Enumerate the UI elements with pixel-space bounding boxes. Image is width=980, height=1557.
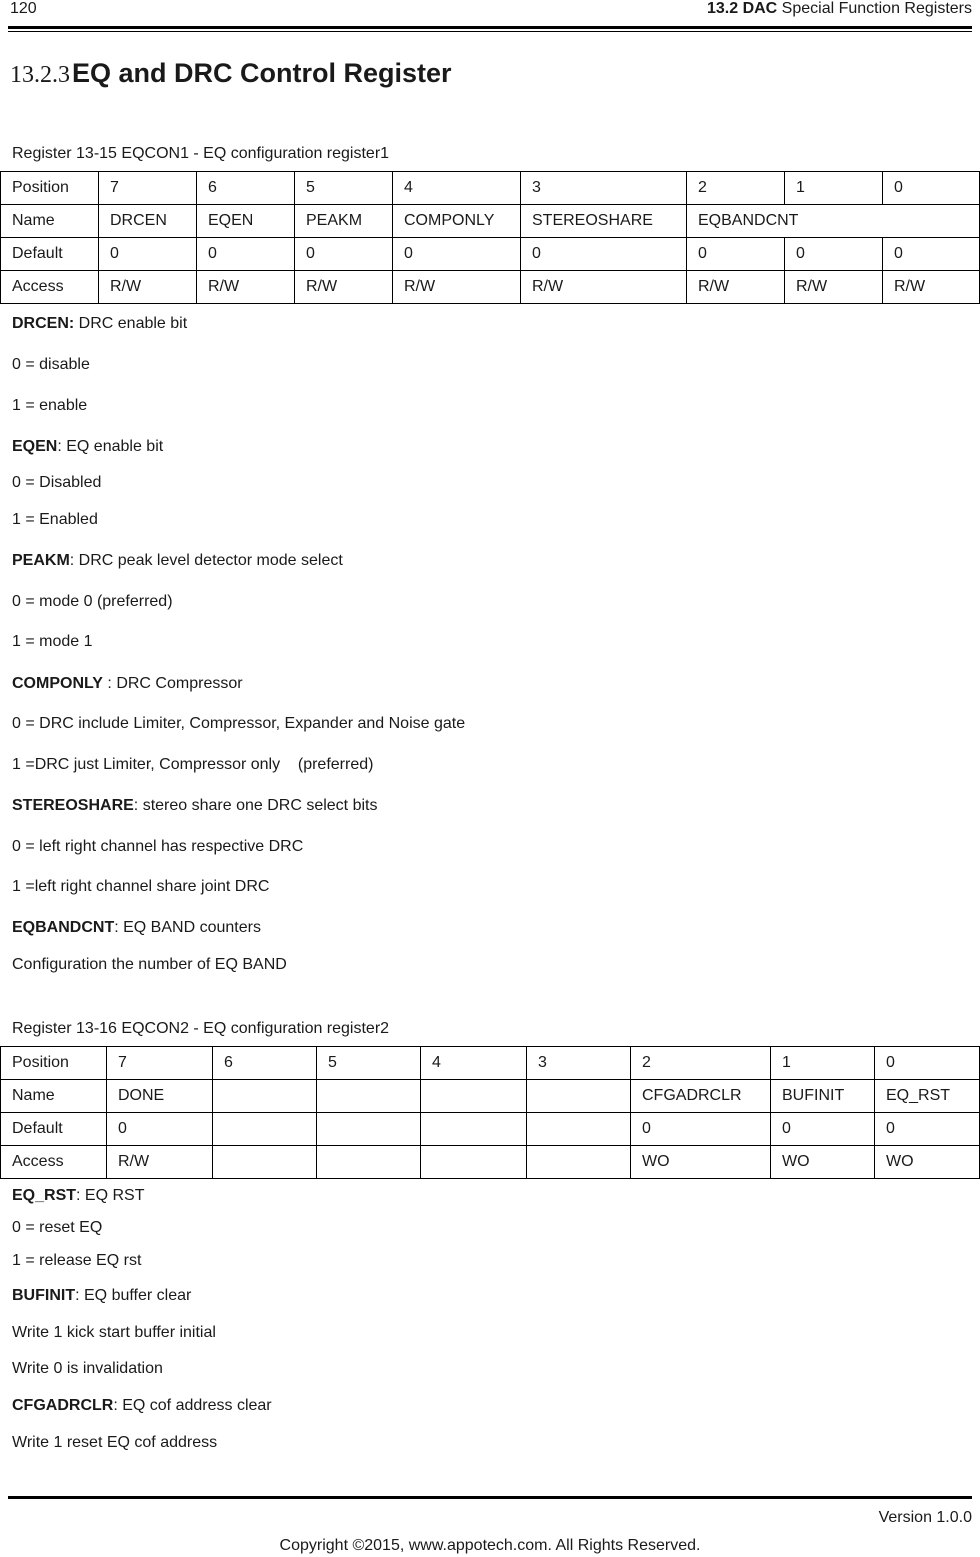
description-text: 1 = release EQ rst (12, 1252, 142, 1269)
table-cell: 0 (771, 1113, 875, 1146)
register2-caption: Register 13-16 EQCON2 - EQ configuration register2 (12, 1020, 390, 1037)
register-row (1, 1080, 980, 1113)
description-text: : EQ BAND counters (114, 919, 261, 936)
table-cell: WO (771, 1146, 875, 1179)
register-row (1, 238, 980, 271)
table-cell: R/W (785, 271, 883, 304)
description-line (12, 474, 101, 492)
description-text: 0 = Disabled (12, 474, 102, 491)
description-text: : EQ cof address clear (113, 1397, 272, 1414)
description-line (12, 1324, 216, 1342)
description-line (12, 438, 163, 456)
field-name: PEAKM (12, 552, 70, 569)
description-text: Write 1 kick start buffer initial (12, 1324, 216, 1341)
description-text: Write 1 reset EQ cof address (12, 1434, 218, 1451)
table-cell (213, 1146, 317, 1179)
register1-caption: Register 13-15 EQCON1 - EQ configuration register1 (12, 145, 390, 162)
field-name: CFGADRCLR (12, 1397, 114, 1414)
description-text: 0 = reset EQ (12, 1219, 103, 1236)
description-text: 1 = Enabled (12, 511, 98, 528)
description-line (12, 397, 87, 415)
table-cell: COMPONLY (393, 205, 521, 238)
table-cell: 0 (785, 238, 883, 271)
register-row (1, 271, 980, 304)
description-text: DRC enable bit (74, 315, 188, 332)
table-cell: 0 (883, 238, 980, 271)
description-text: : EQ buffer clear (75, 1287, 192, 1304)
table-cell: 0 (883, 172, 980, 205)
row-header-cell: Default (1, 1113, 107, 1146)
table-cell: 0 (687, 238, 785, 271)
table-cell: EQEN (197, 205, 295, 238)
description-line (12, 1287, 191, 1305)
table-cell: DONE (107, 1080, 213, 1113)
field-name: COMPONLY (12, 675, 103, 692)
table-cell: 7 (107, 1047, 213, 1080)
table-cell: 3 (527, 1047, 631, 1080)
table-cell: R/W (687, 271, 785, 304)
page-number: 120 (10, 0, 37, 17)
table-cell: 2 (687, 172, 785, 205)
header-rule (8, 26, 972, 29)
description-line (12, 356, 90, 374)
register-row (1, 205, 980, 238)
description-line (12, 315, 187, 333)
field-name: DRCEN: (12, 315, 75, 332)
table-cell: DRCEN (99, 205, 197, 238)
description-text: 1 = mode 1 (12, 633, 93, 650)
description-text: : stereo share one DRC select bits (133, 797, 378, 814)
row-header-cell: Default (1, 238, 99, 271)
field-name: EQBANDCNT (12, 919, 115, 936)
table-cell: R/W (99, 271, 197, 304)
table-cell (527, 1113, 631, 1146)
table-cell: 6 (197, 172, 295, 205)
table-cell: 0 (875, 1047, 980, 1080)
description-line (12, 1360, 163, 1378)
table-cell (213, 1113, 317, 1146)
table-cell: R/W (883, 271, 980, 304)
row-header-cell: Position (1, 1047, 107, 1080)
table-cell: EQBANDCNT (687, 205, 980, 238)
description-line (12, 956, 287, 974)
description-line (12, 919, 261, 937)
description-text: : DRC peak level detector mode select (69, 552, 343, 569)
table-cell (421, 1146, 527, 1179)
row-header-cell: Name (1, 1080, 107, 1113)
table-cell: 0 (107, 1113, 213, 1146)
table-cell: R/W (393, 271, 521, 304)
table-cell: 1 (771, 1047, 875, 1080)
table-cell: PEAKM (295, 205, 393, 238)
description-line (12, 838, 303, 856)
table-cell: 6 (213, 1047, 317, 1080)
register2-table (0, 1046, 980, 1179)
table-cell (527, 1080, 631, 1113)
description-line (12, 511, 98, 529)
table-cell (421, 1080, 527, 1113)
description-text: 1 =left right channel share joint DRC (12, 878, 270, 895)
table-cell: BUFINIT (771, 1080, 875, 1113)
section-heading (10, 58, 452, 94)
table-cell: 0 (875, 1113, 980, 1146)
row-header-cell: Access (1, 1146, 107, 1179)
table-cell: R/W (197, 271, 295, 304)
table-cell (421, 1113, 527, 1146)
table-cell (213, 1080, 317, 1113)
table-cell (317, 1113, 421, 1146)
description-line (12, 715, 465, 733)
table-cell: 4 (393, 172, 521, 205)
description-line (12, 756, 373, 774)
version-label: Version 1.0.0 (878, 1509, 972, 1526)
table-cell: R/W (107, 1146, 213, 1179)
table-cell: 7 (99, 172, 197, 205)
description-text: Configuration the number of EQ BAND (12, 956, 287, 973)
register-row (1, 172, 980, 205)
row-header-cell: Access (1, 271, 99, 304)
description-text: 0 = mode 0 (preferred) (12, 593, 173, 610)
table-cell: 3 (521, 172, 687, 205)
field-name: EQEN (12, 438, 58, 455)
description-line (12, 552, 343, 570)
running-header-title: Special Function Registers (777, 0, 972, 17)
footer-rule (8, 1496, 972, 1499)
description-line (12, 1187, 144, 1205)
register1-table (0, 171, 980, 304)
description-line (12, 675, 243, 693)
description-text: Write 0 is invalidation (12, 1360, 163, 1377)
table-cell (317, 1146, 421, 1179)
table-cell: 2 (631, 1047, 771, 1080)
description-line (12, 797, 377, 815)
table-cell: WO (631, 1146, 771, 1179)
description-text: 1 = enable (12, 397, 88, 414)
table-cell: 5 (317, 1047, 421, 1080)
description-text: : EQ enable bit (57, 438, 164, 455)
table-cell: 1 (785, 172, 883, 205)
running-header (707, 0, 972, 18)
table-cell: R/W (521, 271, 687, 304)
copyright-notice: Copyright ©2015, www.appotech.com. All Rights Reserved. (279, 1537, 701, 1554)
table-cell: R/W (295, 271, 393, 304)
running-header-section: 13.2 DAC (706, 0, 778, 17)
description-line (12, 1219, 102, 1237)
section-title: EQ and DRC Control Register (72, 58, 452, 88)
table-cell: 0 (197, 238, 295, 271)
table-cell (527, 1146, 631, 1179)
table-cell: 5 (295, 172, 393, 205)
table-cell: STEREOSHARE (521, 205, 687, 238)
description-text: : DRC Compressor (102, 675, 243, 692)
description-line (12, 878, 269, 896)
field-name: STEREOSHARE (12, 797, 134, 814)
table-cell: WO (875, 1146, 980, 1179)
header-rule-thin (8, 31, 972, 32)
section-number: 13.2.3 (10, 62, 70, 88)
row-header-cell: Position (1, 172, 99, 205)
table-cell: 0 (295, 238, 393, 271)
table-cell: 0 (393, 238, 521, 271)
register-row (1, 1047, 980, 1080)
description-line (12, 593, 173, 611)
description-text: : EQ RST (76, 1187, 145, 1204)
description-line (12, 1397, 272, 1415)
table-cell: 0 (521, 238, 687, 271)
table-cell: 0 (631, 1113, 771, 1146)
table-cell: 0 (99, 238, 197, 271)
field-name: EQ_RST (12, 1187, 77, 1204)
description-text: 0 = DRC include Limiter, Compressor, Expander and Noise gate (12, 715, 466, 732)
register-row (1, 1146, 980, 1179)
description-text: 1 =DRC just Limiter, Compressor only (preferred) (12, 756, 374, 773)
table-cell: 4 (421, 1047, 527, 1080)
description-line (12, 1252, 141, 1270)
description-line (12, 633, 93, 651)
description-line (12, 1434, 217, 1452)
table-cell: EQ_RST (875, 1080, 980, 1113)
description-text: 0 = left right channel has respective DRC (12, 838, 304, 855)
row-header-cell: Name (1, 205, 99, 238)
description-text: 0 = disable (12, 356, 90, 373)
table-cell: CFGADRCLR (631, 1080, 771, 1113)
field-name: BUFINIT (12, 1287, 76, 1304)
table-cell (317, 1080, 421, 1113)
register-row (1, 1113, 980, 1146)
